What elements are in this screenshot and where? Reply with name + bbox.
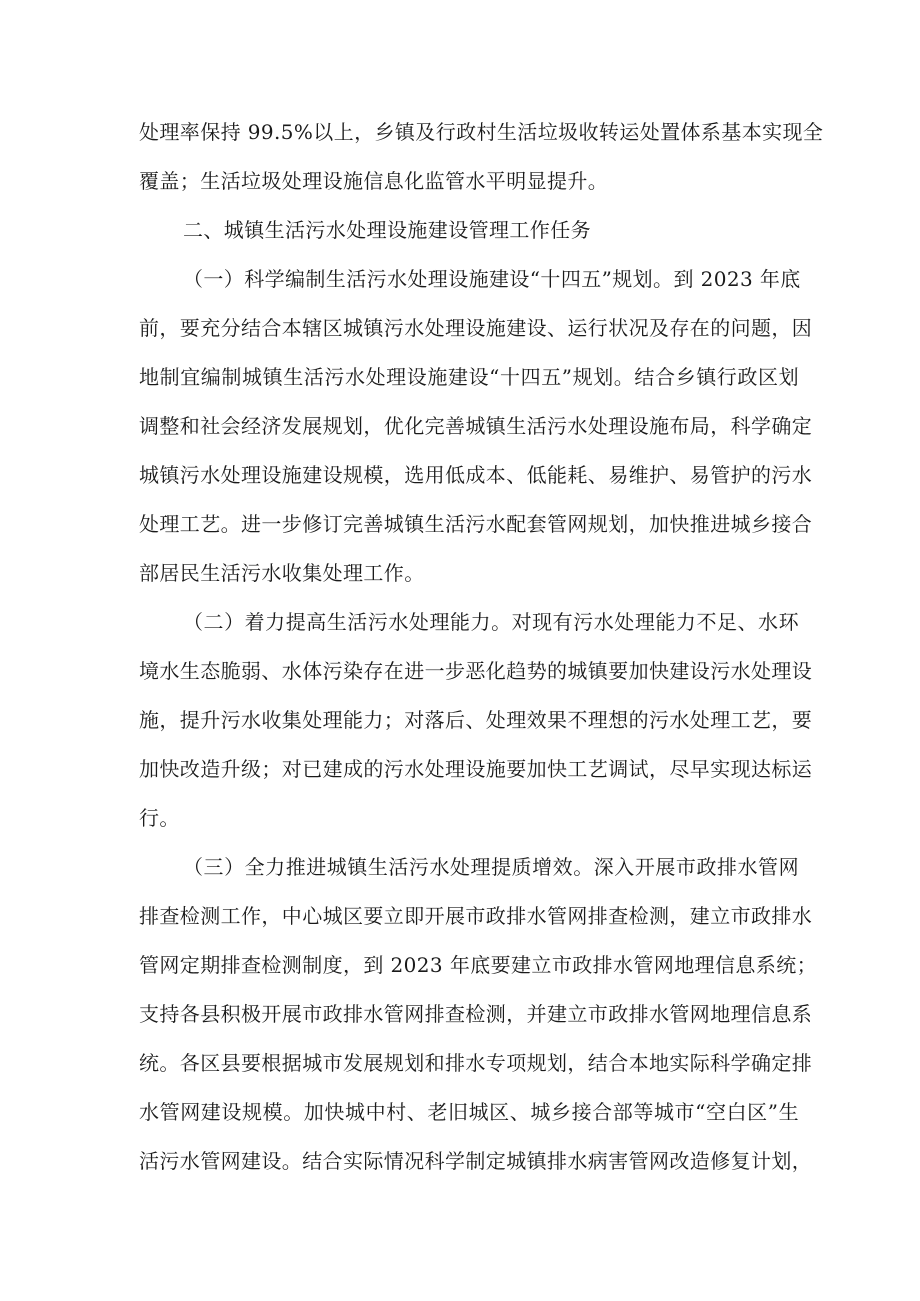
body-line: 行。 [139,806,180,830]
body-line: 地制宜编制城镇生活污水处理设施建设“十四五”规划。结合乡镇行政区划 [139,365,799,389]
paragraph-first-line: （三）全力推进城镇生活污水处理提质增效。深入开展市政排水管网 [183,855,799,879]
body-line: 前，要充分结合本辖区城镇污水处理设施建设、运行状况及存在的问题，因 [139,316,813,340]
body-line: 城镇污水处理设施建设规模，选用低成本、低能耗、易维护、易管护的污水 [139,463,813,487]
body-line: 加快改造升级；对已建成的污水处理设施要加快工艺调试，尽早实现达标运 [139,757,813,781]
body-line: 调整和社会经济发展规划，优化完善城镇生活污水处理设施布局，科学确定 [139,414,813,438]
body-line: 处理工艺。进一步修订完善城镇生活污水配套管网规划，加快推进城乡接合 [139,512,813,536]
body-line: 境水生态脆弱、水体污染存在进一步恶化趋势的城镇要加快建设污水处理设 [139,659,813,683]
body-line: 支持各县积极开展市政排水管网排查检测，并建立市政排水管网地理信息系 [139,1002,813,1026]
body-line: 处理率保持 99.5%以上，乡镇及行政村生活垃圾收转运处置体系基本实现全 [139,120,824,144]
body-line: 覆盖；生活垃圾处理设施信息化监管水平明显提升。 [139,169,609,193]
body-line: 管网定期排查检测制度，到 2023 年底要建立市政排水管网地理信息系统； [139,953,818,977]
body-line: 水管网建设规模。加快城中村、老旧城区、城乡接合部等城市“空白区”生 [139,1100,799,1124]
body-line: 施，提升污水收集处理能力；对落后、处理效果不理想的污水处理工艺，要 [139,708,813,732]
body-line: 统。各区县要根据城市发展规划和排水专项规划，结合本地实际科学确定排 [139,1051,813,1075]
paragraph-first-line: （一）科学编制生活污水处理设施建设“十四五”规划。到 2023 年底 [183,267,801,291]
body-line: 排查检测工作，中心城区要立即开展市政排水管网排查检测，建立市政排水 [139,904,813,928]
body-line: 活污水管网建设。结合实际情况科学制定城镇排水病害管网改造修复计划， [139,1149,813,1173]
paragraph-first-line: （二）着力提高生活污水处理能力。对现有污水处理能力不足、水环 [183,610,799,634]
body-line: 部居民生活污水收集处理工作。 [139,561,425,585]
section-heading: 二、城镇生活污水处理设施建设管理工作任务 [183,218,591,242]
